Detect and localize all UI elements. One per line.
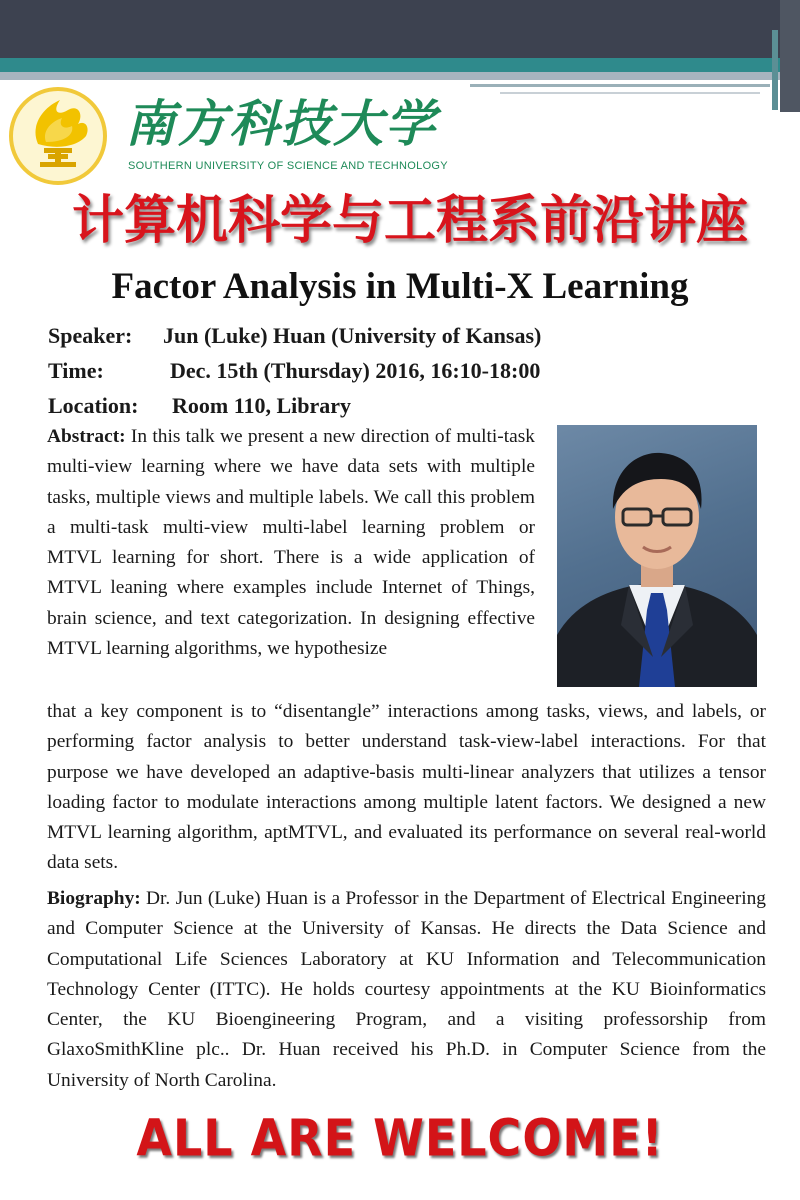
speaker-value: Jun (Luke) Huan (University of Kansas) (163, 323, 542, 348)
speaker-row (48, 318, 768, 353)
speaker-portrait (557, 425, 757, 687)
university-name-english: SOUTHERN UNIVERSITY OF SCIENCE AND TECHNOLOGY (128, 160, 448, 172)
time-value: Dec. 15th (Thursday) 2016, 16:10-18:00 (170, 358, 541, 383)
abstract-paragraph-bottom: that a key component is to “disentangle” interactions among tasks, views, and labels, or performing factor analysis to better understand task-view-label interactions. For that purpose we have developed an adaptive-basis multi-linear analyzers that utilizes a tensor loading factor to modulate interactions among multiple latent factors. We designed a new MTVL learning algorithm, aptMTVL, and evaluated its performance on several real-world data sets. (47, 701, 766, 874)
speaker-label: Speaker: (48, 323, 133, 348)
talk-details (48, 318, 768, 423)
lecture-series-title: 计算机科学与工程系前沿讲座 (71, 191, 748, 251)
talk-title: Factor Analysis in Multi-X Learning (111, 266, 689, 307)
university-flame-logo-icon (8, 86, 108, 186)
location-label: Location: (48, 393, 139, 418)
banner-right-accent (772, 30, 778, 110)
location-value: Room 110, Library (172, 393, 352, 418)
banner-right-bar (780, 0, 800, 112)
banner-teal-stripe (0, 58, 800, 72)
welcome-banner: ALL ARE WELCOME! (136, 1108, 664, 1168)
abstract-label: Abstract: (47, 426, 126, 447)
banner-grey-stripe (0, 72, 800, 80)
biography-label: Biography: (47, 888, 141, 909)
abstract-text-part1: In this talk we present a new direction of multi-task multi-view learning where we have data sets with multiple tasks, multiple views and multiple labels. We call this problem a multi-task multi-view multi-label learning problem or MTVL learning for short. There is a wide application of MTVL leaning where examples include Internet of Things, brain science, and text categorization. In designing effective MTVL learning algorithms, we hypothesize (47, 426, 535, 660)
time-label: Time: (48, 358, 104, 383)
biography-text: Dr. Jun (Luke) Huan is a Professor in the Department of Electrical Engineering and Computer Science at the University of Kansas. He directs the Data Science and Computational Life Sciences Laboratory at KU Information and Telecommunication Technology Center (ITTC). He holds courtesy appointments at the KU Bioinformatics Center, the KU Bioengineering Program, and a visiting professorship from GlaxoSmithKline plc.. Dr. Huan received his Ph.D. in Computer Science from the University of North Carolina. (47, 888, 766, 1091)
top-banner (0, 0, 800, 100)
biography-paragraph (47, 884, 766, 1096)
abstract-paragraph-top (47, 422, 535, 664)
banner-accent-line (470, 84, 770, 87)
university-name-chinese: 南方科技大学 (125, 94, 437, 153)
banner-accent-line-2 (500, 92, 760, 94)
banner-dark-stripe (0, 0, 800, 58)
location-row (48, 388, 768, 423)
time-row (48, 353, 768, 388)
